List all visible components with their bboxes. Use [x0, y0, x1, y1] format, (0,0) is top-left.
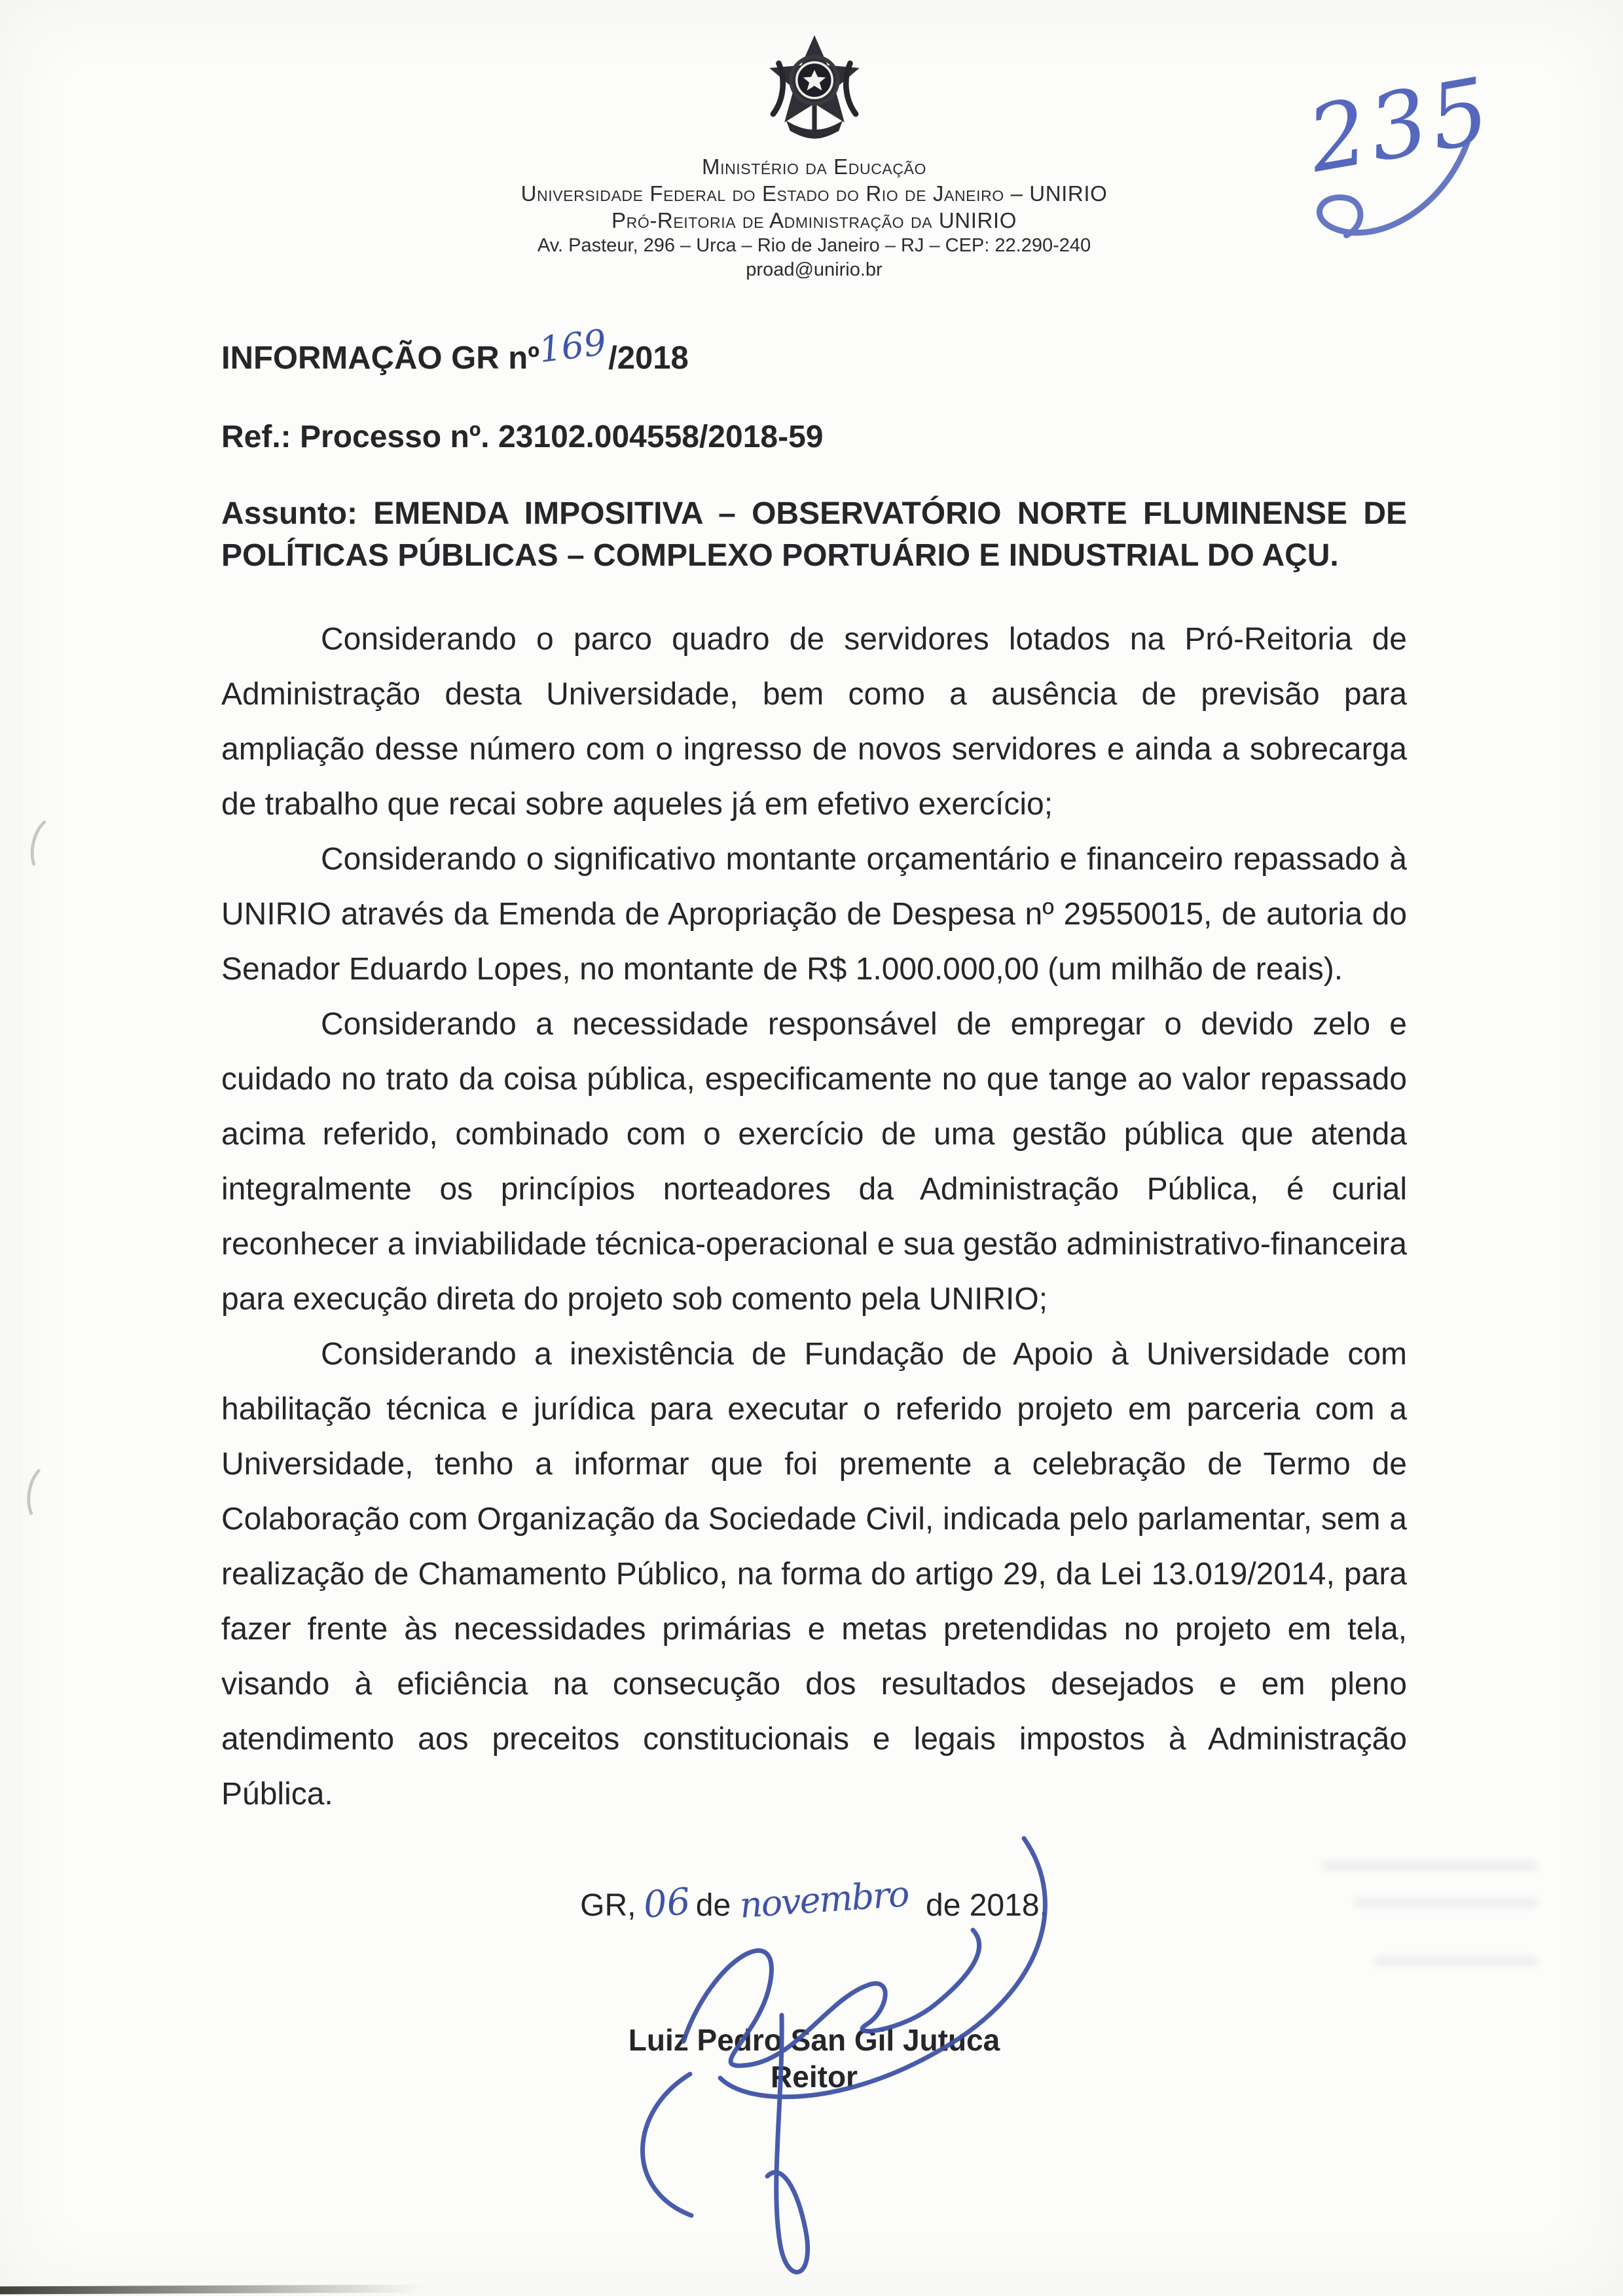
handwritten-page-number: [1300, 57, 1525, 264]
scan-artifact-bleedthrough: [1374, 1956, 1538, 1967]
date-place: GR,: [580, 1888, 636, 1923]
signature-block: [221, 2022, 1407, 2095]
national-coat-of-arms-icon: [758, 30, 871, 145]
document-title-prefix: INFORMAÇÃO GR nº: [221, 340, 540, 376]
body-paragraph-1: Considerando o parco quadro de servidores lotados na Pró-Reitoria de Administração desta Universidade, bem como a ausência de previsão para ampliação desse número com o ingresso de novos servidores e ainda a sobrecarga de trabalho que recai sobre aqueles já em efetivo exercício;: [221, 622, 1407, 822]
subject-label: Assunto:: [221, 496, 357, 531]
letterhead: [221, 30, 1407, 282]
document-title: [221, 321, 1407, 377]
reference-line: Ref.: Processo nº. 23102.004558/2018-59: [221, 420, 824, 454]
date-connector-2: de 2018.: [926, 1888, 1048, 1923]
date-connector-1: de: [695, 1888, 731, 1923]
body-paragraph-4: Considerando a inexistência de Fundação de Apoio à Universidade com habilitação técnica e jurídica para executar o referido projeto em parceria com a Universidade, tenho a informar que foi premente a celebração de Termo de Colaboração com Organização da Sociedade Civil, indicada pelo parlamentar, sem a realização de Chamamento Público, na forma do artigo 29, da Lei 13.019/2014, para fazer frente às necessidades primárias e metas pretendidas no projeto em tela, visando à eficiência na consecução dos resultados desejados e em pleno atendimento aos preceitos constitucionais e legais impostos à Administração Pública.: [221, 1337, 1407, 1812]
scan-artifact-bleedthrough: [1322, 1861, 1538, 1871]
body-paragraph-2: Considerando o significativo montante orçamentário e financeiro repassado à UNIRIO através da Emenda de Apropriação de Despesa nº 29550015, de autoria do Senador Eduardo Lopes, no montante de R$ 1.000.000,00 (um milhão de reais).: [221, 842, 1407, 987]
date-line: [221, 1873, 1407, 1927]
handwritten-document-number: 169: [536, 321, 609, 371]
signatory-name: Luiz Pedro San Gil Jutuca: [628, 2023, 1000, 2057]
handwritten-month: novembro: [738, 1873, 910, 1926]
letterhead-office: Pró-Reitoria de Administração da UNIRIO: [611, 208, 1017, 232]
signatory-role: Reitor: [771, 2060, 858, 2094]
letterhead-ministry: Ministério da Educação: [701, 155, 926, 179]
subject-line: [221, 493, 1407, 577]
scan-artifact-edge: [0, 2285, 419, 2295]
letterhead-address: Av. Pasteur, 296 – Urca – Rio de Janeiro – RJ – CEP: 22.290-240: [537, 235, 1091, 256]
scan-artifact-bleedthrough: [1355, 1897, 1538, 1908]
body-paragraph-3: Considerando a necessidade responsável de empregar o devido zelo e cuidado no trato da coisa pública, especificamente no que tange ao valor repassado acima referido, combinado com o exercício de uma gestão pública que atenda integralmente os princípios norteadores da Administração Pública, é curial reconhecer a inviabilidade técnica-operacional e sua gestão administrativo-financeira para execução direta do projeto sob comento pela UNIRIO;: [221, 1007, 1407, 1317]
handwritten-day: 06: [642, 1880, 693, 1927]
document-title-suffix: /2018: [608, 340, 689, 376]
handwritten-page-number-digits: 235: [1300, 57, 1501, 193]
letterhead-email: proad@unirio.br: [746, 259, 883, 280]
subject-text: EMENDA IMPOSITIVA – OBSERVATÓRIO NORTE FLUMINENSE DE POLÍTICAS PÚBLICAS – COMPLEXO PORTUÁRIO E INDUSTRIAL DO AÇU.: [221, 496, 1407, 573]
document-body: [221, 612, 1407, 1822]
letterhead-university: Universidade Federal do Estado do Rio de Janeiro – UNIRIO: [520, 181, 1108, 206]
